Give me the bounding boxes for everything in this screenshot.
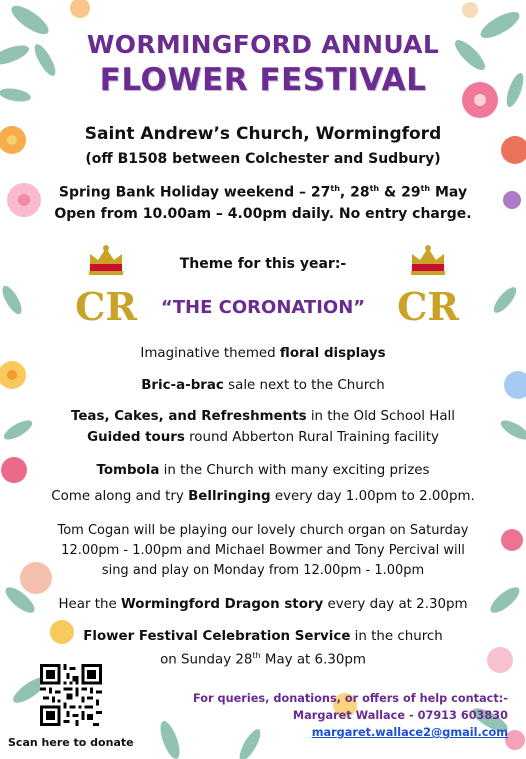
- location: Saint Andrew’s Church, Wormingford: [84, 124, 442, 144]
- event-bellringing: Come along and try Bellringing every day 1.00pm to 2.00pm.: [51, 489, 475, 504]
- event-dragon-story: Hear the Wormingford Dragon story every day at 2.30pm: [58, 597, 468, 612]
- festival-dates: Spring Bank Holiday weekend – 27th, 28th & 29th May: [58, 184, 468, 201]
- event-floral-displays: Imaginative themed floral displays: [140, 346, 386, 361]
- directions: (off B1508 between Colchester and Sudbury): [85, 151, 441, 167]
- title-line-2: FLOWER FESTIVAL: [99, 62, 427, 98]
- event-organ-line-1: Tom Cogan will be playing our lovely church organ on Saturday: [57, 523, 469, 538]
- contact-name-phone: Margaret Wallace - 07913 603830: [292, 709, 508, 722]
- contact-heading: For queries, donations, or offers of help contact:-: [192, 692, 508, 705]
- event-celebration-service: Flower Festival Celebration Service in the church: [83, 629, 443, 644]
- event-service-date: on Sunday 28th May at 6.30pm: [160, 651, 366, 668]
- event-tombola: Tombola in the Church with many exciting prizes: [96, 463, 430, 478]
- event-guided-tours: Guided tours round Abberton Rural Training facility: [87, 430, 439, 445]
- title-line-1: WORMINGFORD ANNUAL: [86, 30, 440, 59]
- event-organ-line-3: sing and play on Monday from 12.00pm - 1.00pm: [101, 563, 425, 578]
- donate-label: Scan here to donate: [8, 736, 134, 749]
- event-organ-line-2: 12.00pm - 1.00pm and Michael Bowmer and Tony Percival will: [61, 543, 465, 558]
- event-refreshments: Teas, Cakes, and Refreshments in the Old School Hall: [71, 409, 455, 424]
- opening-hours: Open from 10.00am – 4.00pm daily. No entry charge.: [54, 206, 472, 222]
- contact-block: [193, 690, 508, 741]
- svg-text:CR: CR: [75, 284, 137, 329]
- theme-label: Theme for this year:-: [179, 256, 347, 272]
- event-bric-a-brac: Bric-a-brac sale next to the Church: [141, 378, 385, 393]
- contact-email-link[interactable]: margaret.wallace2@gmail.com: [311, 726, 508, 739]
- svg-text:CR: CR: [397, 284, 459, 329]
- theme-title: “THE CORONATION”: [160, 297, 366, 318]
- donate-qr-code[interactable]: [40, 664, 102, 726]
